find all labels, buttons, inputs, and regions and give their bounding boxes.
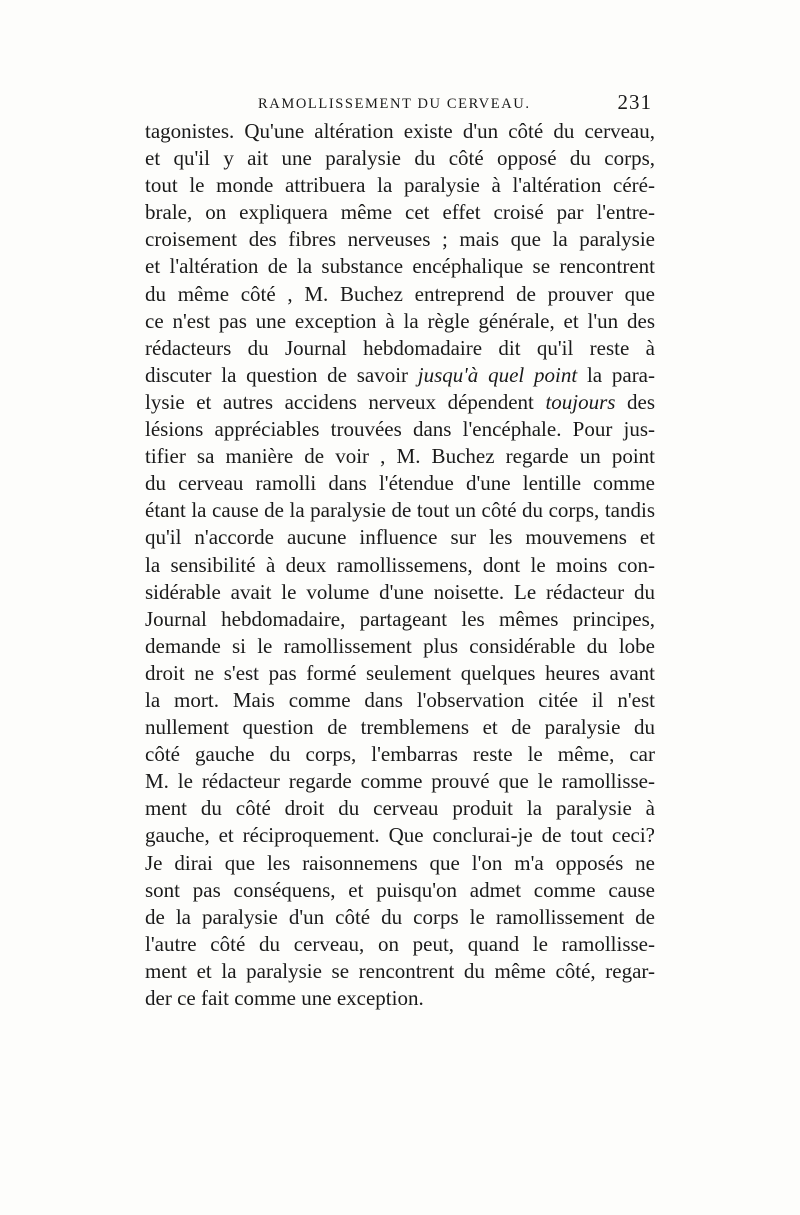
text-line xyxy=(145,443,655,470)
text-line xyxy=(145,714,655,741)
text-line xyxy=(145,253,655,280)
text-line xyxy=(145,931,655,958)
text-segment: sidérable avait le volume d'une noisette. Le rédacteur du xyxy=(145,579,655,604)
text-segment: ment et la paralysie se rencontrent du même côté, regar- xyxy=(145,958,655,983)
text-segment: droit ne s'est pas formé seulement quelques heures avant xyxy=(145,660,655,685)
text-line xyxy=(145,524,655,551)
text-line xyxy=(145,308,655,335)
text-segment: tagonistes. Qu'une altération existe d'un côté du cerveau, xyxy=(145,119,655,143)
text-line xyxy=(145,850,655,877)
text-line xyxy=(145,470,655,497)
text-line xyxy=(145,660,655,687)
text-line xyxy=(145,687,655,714)
text-line xyxy=(145,579,655,606)
text-segment: Journal hebdomadaire, partageant les mêmes principes, xyxy=(145,606,655,631)
text-segment: Je dirai que les raisonnemens que l'on m'a opposés ne xyxy=(145,850,655,875)
text-line xyxy=(145,904,655,931)
body-text xyxy=(145,118,655,1012)
text-segment: la para- xyxy=(577,362,655,387)
text-segment: lysie et autres accidens nerveux dépendent xyxy=(145,389,546,414)
text-line xyxy=(145,822,655,849)
text-line xyxy=(145,172,655,199)
text-segment: l'autre côté du cerveau, on peut, quand le ramollisse- xyxy=(145,931,655,956)
text-segment: la sensibilité à deux ramollissemens, dont le moins con- xyxy=(145,552,655,577)
text-line xyxy=(145,199,655,226)
text-segment: der ce fait comme une exception. xyxy=(145,986,424,1010)
text-line xyxy=(145,497,655,524)
text-segment: ment du côté droit du cerveau produit la paralysie à xyxy=(145,796,655,821)
text-line xyxy=(145,145,655,172)
italic-segment: toujours xyxy=(545,389,616,414)
text-segment: et l'altération de la substance encéphalique se rencontrent xyxy=(145,254,655,279)
italic-segment: jusqu'à quel point xyxy=(417,362,578,387)
text-line xyxy=(145,877,655,904)
text-segment: sont pas conséquens, et puisqu'on admet comme cause xyxy=(145,877,655,902)
text-segment: du cerveau ramolli dans l'étendue d'une lentille comme xyxy=(145,471,655,496)
text-segment: gauche, et réciproquement. Que conclurai-je de tout ceci? xyxy=(145,823,655,848)
text-segment: demande si le ramollissement plus considérable du lobe xyxy=(145,633,655,658)
text-line xyxy=(145,226,655,253)
text-segment: M. le rédacteur regarde comme prouvé que le ramollisse- xyxy=(145,769,655,794)
text-segment: du même côté , M. Buchez entreprend de prouver que xyxy=(145,281,655,306)
text-line xyxy=(145,281,655,308)
text-line xyxy=(145,118,655,145)
text-line xyxy=(145,633,655,660)
text-segment: croisement des fibres nerveuses ; mais que la paralysie xyxy=(145,227,655,252)
text-line xyxy=(145,362,655,389)
text-segment: des xyxy=(615,389,655,414)
text-line xyxy=(145,552,655,579)
running-title: RAMOLLISSEMENT DU CERVEAU. xyxy=(258,96,531,112)
text-segment: discuter la question de savoir xyxy=(145,362,418,387)
text-line xyxy=(145,985,655,1012)
text-segment: côté gauche du corps, l'embarras reste le même, car xyxy=(145,742,655,767)
text-line xyxy=(145,606,655,633)
text-line xyxy=(145,389,655,416)
text-segment: rédacteurs du Journal hebdomadaire dit qu'il reste à xyxy=(145,335,655,360)
text-segment: de la paralysie d'un côté du corps le ramollissement de xyxy=(145,904,655,929)
text-segment: ce n'est pas une exception à la règle générale, et l'un des xyxy=(145,308,655,333)
text-line xyxy=(145,335,655,362)
text-line xyxy=(145,741,655,768)
text-segment: nullement question de tremblemens et de paralysie du xyxy=(145,715,655,740)
text-segment: qu'il n'accorde aucune influence sur les mouvemens et xyxy=(145,525,655,550)
text-segment: la mort. Mais comme dans l'observation citée il n'est xyxy=(145,687,655,712)
text-segment: lésions appréciables trouvées dans l'encéphale. Pour jus- xyxy=(145,417,655,442)
text-segment: et qu'il y ait une paralysie du côté opposé du corps, xyxy=(145,146,655,171)
text-segment: tout le monde attribuera la paralysie à l'altération céré- xyxy=(145,173,655,198)
text-line xyxy=(145,795,655,822)
text-line xyxy=(145,416,655,443)
text-line xyxy=(145,768,655,795)
text-segment: étant la cause de la paralysie de tout un côté du corps, tandis xyxy=(145,498,655,523)
page-number: 231 xyxy=(617,90,652,114)
text-segment: brale, on expliquera même cet effet croisé par l'entre- xyxy=(145,200,655,225)
text-segment: tifier sa manière de voir , M. Buchez regarde un point xyxy=(145,444,655,469)
text-line xyxy=(145,958,655,985)
